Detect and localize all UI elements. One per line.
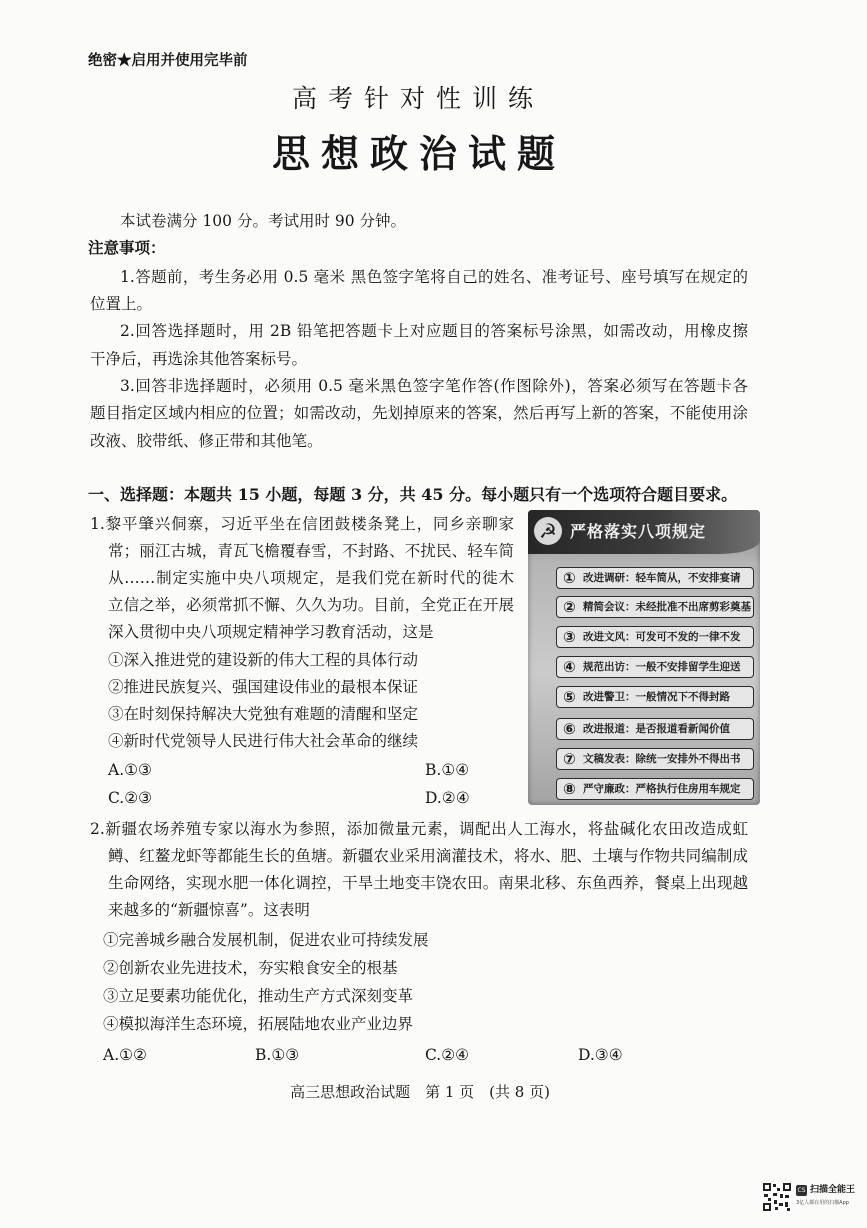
poster-item (556, 596, 754, 618)
question-stem-line: 2.新疆农场养殖专家以海水为参照，添加微量元素，调配出人工海水，将盐碱化农田改造成虹 (90, 820, 748, 838)
poster-item-text: 改进报道：是否报道看新闻价值 (583, 723, 730, 735)
choice-a: A.①③ (108, 761, 152, 779)
statement-3: ③在时刻保持解决大党独有难题的清醒和坚定 (108, 705, 419, 723)
poster-item-text: 改进调研：轻车简从，不安排宴请 (583, 572, 741, 584)
statement-1: ①深入推进党的建设新的伟大工程的具体行动 (108, 651, 419, 669)
notice-line: 1.答题前，考生务必用 0.5 毫米 黑色签字笔将自己的姓名、准考证号、座号填写在规定的 (120, 268, 748, 286)
poster-item-number: ⑤ (563, 688, 576, 706)
page-footer: 高三思想政治试题 第 1 页 (共 8 页) (290, 1083, 550, 1101)
section-heading: 一、选择题：本题共 15 小题，每题 3 分，共 45 分。每小题只有一个选项符合题目要求。 (88, 485, 738, 504)
question-stem-line: 从……制定实施中央八项规定，是我们党在新时代的徙木 (108, 569, 514, 587)
poster-item (556, 656, 754, 678)
poster-item-number: ⑦ (563, 750, 576, 768)
statement-2: ②创新农业先进技术，夯实粮食安全的根基 (103, 959, 398, 977)
question-stem-line: 生命网络，实现水肥一体化调控，干旱土地变丰饶农田。南果北移、东鱼西养，餐桌上出现越 (108, 874, 748, 892)
confidential-label: 绝密★启用并使用完毕前 (88, 52, 248, 69)
exam-subtitle: 思想政治试题 (272, 131, 567, 176)
eight-rules-poster (528, 510, 760, 805)
poster-item-text: 严守廉政：严格执行住房用车规定 (583, 783, 741, 795)
poster-item (556, 718, 754, 740)
poster-title: 严格落实八项规定 (570, 522, 707, 541)
question-stem-line: 来越多的“新疆惊喜”。这表明 (108, 901, 310, 919)
poster-item-text: 改进文风：可发可不发的一律不发 (583, 631, 741, 643)
poster-item-number: ① (563, 569, 576, 587)
scanner-tagline: 3亿人都在用的扫描App (796, 1200, 849, 1206)
choice-c: C.②④ (425, 1046, 470, 1064)
notice-line: 3.回答非选择题时，必须用 0.5 毫米黑色签字笔作答(作图除外)，答案必须写在答题卡各 (120, 377, 748, 395)
notice-line: 题目指定区域内相应的位置；如需改动，先划掉原来的答案，然后再写上新的答案，不能使用涂 (90, 404, 748, 422)
poster-item-text: 规范出访：一般不安排留学生迎送 (583, 661, 741, 673)
choice-b: B.①③ (255, 1046, 300, 1064)
poster-item (556, 778, 754, 800)
choice-d: D.③④ (578, 1046, 623, 1064)
poster-item-text: 精简会议：未经批准不出席剪彩奠基 (583, 601, 751, 613)
scanner-logo-icon: CS (797, 1187, 806, 1194)
exam-intro: 本试卷满分 100 分。考试用时 90 分钟。 (120, 212, 407, 230)
poster-item (556, 567, 754, 589)
choice-d: D.②④ (425, 789, 470, 807)
exam-title: 高考针对性训练 (292, 84, 545, 113)
choice-c: C.②③ (108, 789, 153, 807)
question-stem-line: 鳟、红鳌龙虾等都能生长的鱼塘。新疆农业采用滴灌技术，将水、肥、土壤与作物共同编制成 (108, 847, 748, 865)
scanner-watermark (760, 1180, 854, 1216)
poster-item-number: ④ (563, 658, 576, 676)
question-stem-line: 1.黎平肇兴侗寨，习近平坐在信团鼓楼条凳上，同乡亲聊家 (90, 515, 514, 533)
poster-item-text: 改进警卫：一般情况下不得封路 (583, 691, 730, 703)
choice-b: B.①④ (425, 761, 470, 779)
question-stem-line: 常；丽江古城，青瓦飞檐覆春雪，不封路、不扰民、轻车简 (108, 542, 514, 560)
poster-item (556, 626, 754, 648)
poster-item-number: ⑧ (563, 780, 576, 798)
qr-code-icon (762, 1182, 792, 1212)
poster-item (556, 686, 754, 708)
party-emblem-icon: ☭ (534, 517, 562, 545)
statement-2: ②推进民族复兴、强国建设伟业的最根本保证 (108, 678, 419, 696)
notice-line: 位置上。 (90, 295, 153, 313)
notice-line: 干净后，再选涂其他答案标号。 (90, 350, 308, 368)
choice-a: A.①② (103, 1046, 147, 1064)
statement-4: ④新时代党领导人民进行伟大社会革命的继续 (108, 732, 419, 750)
notice-line: 2.回答选择题时，用 2B 铅笔把答题卡上对应题目的答案标号涂黑，如需改动，用橡皮擦 (120, 322, 748, 340)
scanner-brand: 扫描全能王 (810, 1185, 856, 1195)
poster-item-number: ③ (563, 628, 576, 646)
poster-item-text: 文稿发表：除统一安排外不得出书 (583, 753, 741, 765)
statement-3: ③立足要素功能优化，推动生产方式深刻变革 (103, 987, 414, 1005)
question-stem-line: 立信之举，必须常抓不懈、久久为功。目前，全党正在开展 (108, 596, 514, 614)
statement-1: ①完善城乡融合发展机制，促进农业可持续发展 (103, 931, 429, 949)
poster-item (556, 748, 754, 770)
statement-4: ④模拟海洋生态环境，拓展陆地农业产业边界 (103, 1015, 414, 1033)
notice-heading: 注意事项： (88, 238, 166, 257)
poster-item-number: ② (563, 598, 576, 616)
question-stem-line: 深入贯彻中央八项规定精神学习教育活动，这是 (108, 623, 434, 641)
notice-line: 改液、胶带纸、修正带和其他笔。 (90, 432, 323, 450)
poster-item-number: ⑥ (563, 720, 576, 738)
